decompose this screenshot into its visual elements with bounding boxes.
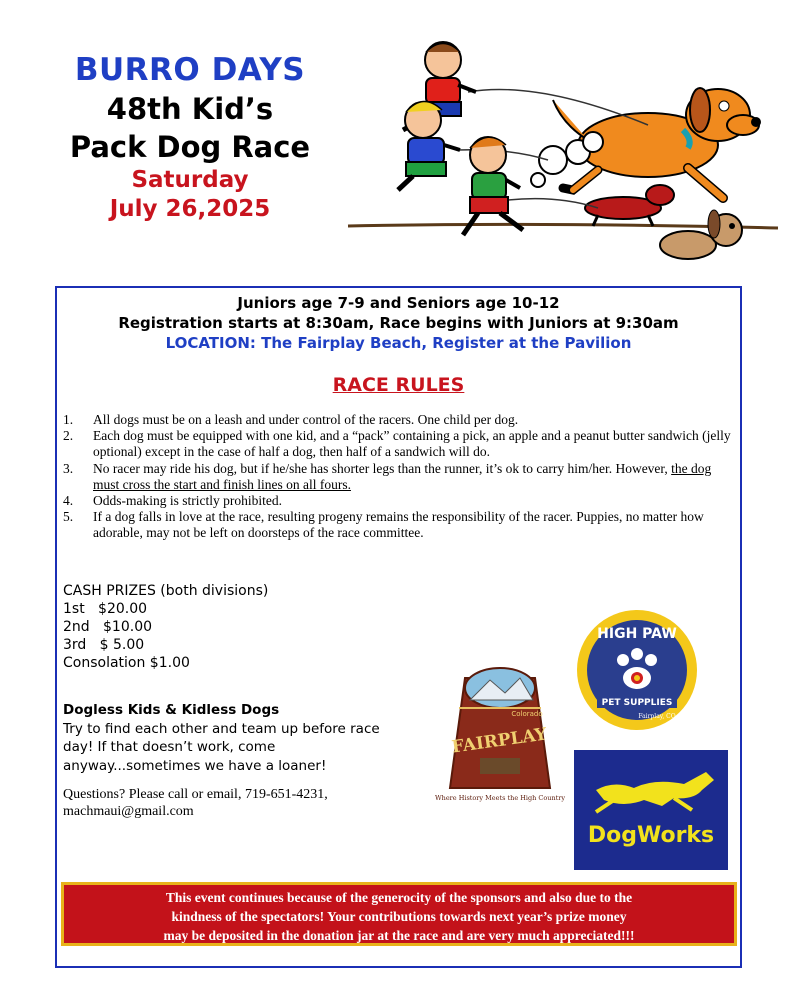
prize-consolation: Consolation $1.00 [63, 655, 190, 671]
race-date: July 26,2025 [109, 196, 271, 222]
dogworks-logo [574, 750, 728, 870]
rule-item: 5. If a dog falls in love at the race, resulting progeny remains the responsibility of the racer. Puppies, no matter how adorable, may not be left on doorsteps of the race committee. [63, 509, 704, 541]
banner-line: kindness of the spectators! Your contributions towards next year’s prize money [171, 909, 627, 924]
race-title-line1: 48th Kid’s [106, 92, 274, 126]
svg-text:FAIRPLAY: FAIRPLAY [450, 724, 549, 758]
rule-item: 4. Odds-making is strictly prohibited. [63, 493, 282, 509]
race-title-line2: Pack Dog Race [69, 130, 311, 164]
contact-info: Questions? Please call or email, 719-651-4231, machmaui@gmail.com [63, 787, 328, 819]
svg-text:HIGH PAW: HIGH PAW [597, 626, 677, 642]
age-groups: Juniors age 7-9 and Seniors age 10-12 [237, 294, 560, 312]
rules-heading: RACE RULES [332, 374, 465, 396]
sponsor-thanks-banner [61, 882, 737, 946]
svg-text:Colorado: Colorado [511, 710, 543, 718]
banner-line: This event continues because of the generocity of the sponsors and also due to the [165, 890, 633, 905]
race-day: Saturday [131, 167, 249, 193]
rule-item: 2. Each dog must be equipped with one kid, and a “pack” containing a pick, an apple and a peanut butter sandwich (jelly optional) except in the case of half a dog, then half of a sandwich will do. [63, 428, 731, 460]
rules-list [63, 412, 731, 542]
dogless-text: Try to find each other and team up before race day! If that doesn’t work, come anyway...sometimes we have a loaner! [63, 720, 380, 774]
kids-and-dogs-illustration [348, 30, 778, 275]
prizes-title: CASH PRIZES (both divisions) [63, 583, 269, 599]
svg-text:DogWorks: DogWorks [587, 823, 715, 848]
event-title: BURRO DAYS [74, 52, 306, 88]
dogless-title: Dogless Kids & Kidless Dogs [63, 702, 280, 718]
puppy-icon [660, 210, 742, 259]
rule-item: 1. All dogs must be on a leash and under control of the racers. One child per dog. [63, 412, 519, 427]
dachshund-icon [585, 185, 674, 226]
race-location: LOCATION: The Fairplay Beach, Register at the Pavilion [165, 334, 632, 352]
race-info [57, 293, 740, 353]
rules-box [55, 286, 742, 968]
high-paw-logo [575, 608, 700, 733]
prize-third: 3rd $ 5.00 [63, 637, 145, 653]
dogless-section [63, 701, 413, 775]
svg-text:Where History Meets the High C: Where History Meets the High Country [434, 794, 566, 802]
fairplay-logo [434, 658, 566, 808]
registration-time: Registration starts at 8:30am, Race begins with Juniors at 9:30am [118, 314, 679, 332]
kid-green-shirt-icon [463, 137, 523, 235]
cash-prizes [63, 582, 268, 672]
svg-text:PET SUPPLIES: PET SUPPLIES [601, 698, 673, 708]
svg-text:Fairplay, CO: Fairplay, CO [638, 713, 676, 720]
flyer-header [40, 50, 340, 224]
banner-line: may be deposited in the donation jar at the race and are very much appreciated!!! [163, 928, 635, 943]
underlined-rule-text: the dog must cross the start and finish lines on all fours. [93, 460, 712, 492]
prize-first: 1st $20.00 [63, 601, 148, 617]
prize-second: 2nd $10.00 [63, 619, 153, 635]
rule-item: 3. No racer may ride his dog, but if he/she has shorter legs than the runner, it’s ok to carry him/her. However, the dog must cross the start and finish lines on all fours. [63, 460, 712, 492]
